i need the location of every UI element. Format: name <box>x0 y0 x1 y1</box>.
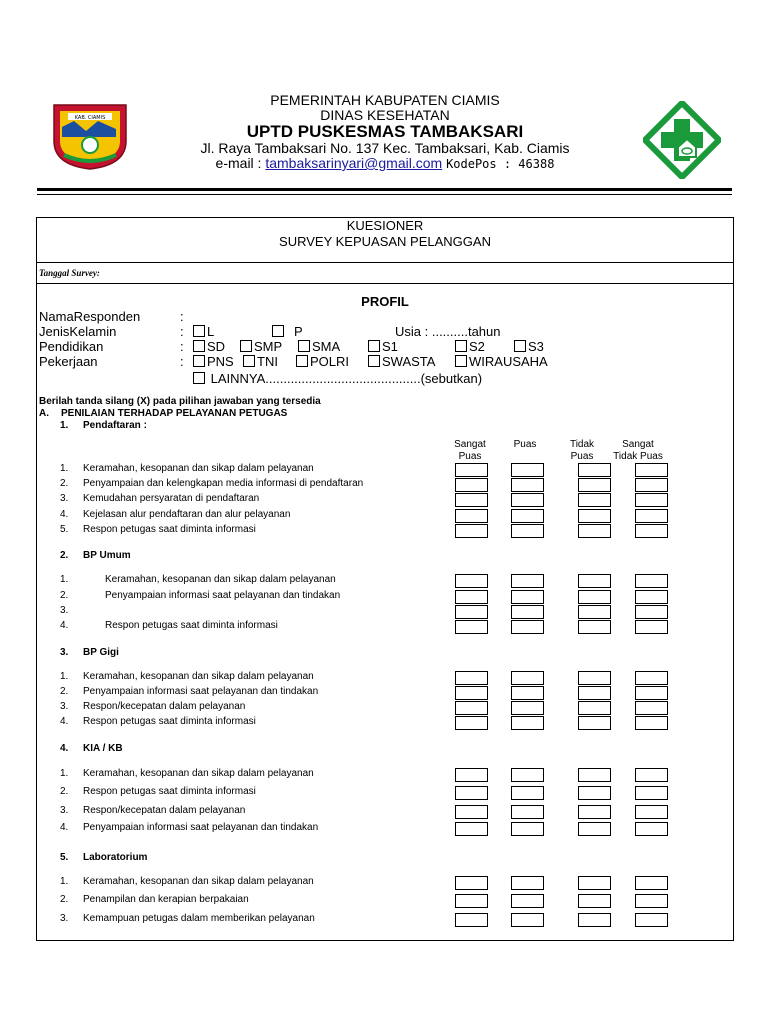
section-a-letter: A. <box>39 408 49 419</box>
answer-box-tidak-puas[interactable] <box>578 493 611 507</box>
answer-box-puas[interactable] <box>511 590 544 604</box>
answer-box-puas[interactable] <box>511 716 544 730</box>
department-name: DINAS KESEHATAN <box>320 107 450 123</box>
item-text: Penyampaian dan kelengkapan media informasi di pendaftaran <box>83 478 364 489</box>
answer-box-puas[interactable] <box>511 605 544 619</box>
item-text: Keramahan, kesopanan dan sikap dalam pelayanan <box>105 574 336 585</box>
instruction-text: Berilah tanda silang (X) pada pilihan jawaban yang tersedia <box>39 396 321 407</box>
answer-box-sangat-puas[interactable] <box>455 605 488 619</box>
contact-line <box>150 155 620 171</box>
item-text: Penyampaian informasi saat pelayanan dan tindakan <box>83 686 319 697</box>
answer-box-sangat-tidak-puas[interactable] <box>635 686 668 700</box>
edu-option-s3[interactable]: S3 <box>514 339 544 354</box>
item-number: 3. <box>60 805 69 816</box>
answer-box-tidak-puas[interactable] <box>578 876 611 890</box>
edu-option-sma[interactable]: SMA <box>298 339 340 354</box>
checkbox[interactable] <box>193 325 205 337</box>
answer-box-sangat-tidak-puas[interactable] <box>635 671 668 685</box>
job-option-polri[interactable]: POLRI <box>296 354 349 369</box>
group-title-bp-umum: BP Umum <box>83 550 131 561</box>
item-number: 2. <box>60 786 69 797</box>
answer-box-sangat-puas[interactable] <box>455 913 488 927</box>
profile-heading: PROFIL <box>361 294 409 309</box>
answer-box-sangat-tidak-puas[interactable] <box>635 768 668 782</box>
item-number: 4. <box>60 716 69 727</box>
edu-option-s2[interactable]: S2 <box>455 339 485 354</box>
section-a-title: PENILAIAN TERHADAP PELAYANAN PETUGAS <box>61 408 288 419</box>
answer-box-tidak-puas[interactable] <box>578 478 611 492</box>
answer-box-sangat-puas[interactable] <box>455 524 488 538</box>
answer-box-tidak-puas[interactable] <box>578 463 611 477</box>
item-number: 3. <box>60 913 69 924</box>
item-text: Respon/kecepatan dalam pelayanan <box>83 805 246 816</box>
answer-box-puas[interactable] <box>511 493 544 507</box>
gender-label: JenisKelamin <box>39 324 117 339</box>
answer-box-sangat-puas[interactable] <box>455 671 488 685</box>
item-text: Penampilan dan kerapian berpakaian <box>83 894 249 905</box>
email-label: e-mail : <box>215 155 266 171</box>
item-text: Respon petugas saat diminta informasi <box>83 786 256 797</box>
item-text: Respon petugas saat diminta informasi <box>83 716 256 727</box>
answer-box-tidak-puas[interactable] <box>578 894 611 908</box>
answer-box-tidak-puas[interactable] <box>578 574 611 588</box>
job-option-lainnya[interactable]: LAINNYA...........................................(sebutkan) <box>193 371 482 386</box>
answer-box-puas[interactable] <box>511 463 544 477</box>
answer-box-tidak-puas[interactable] <box>578 822 611 836</box>
answer-box-puas[interactable] <box>511 876 544 890</box>
item-number: 1. <box>60 768 69 779</box>
group-number: 5. <box>60 852 69 863</box>
answer-box-sangat-puas[interactable] <box>455 509 488 523</box>
answer-box-sangat-tidak-puas[interactable] <box>635 524 668 538</box>
answer-box-sangat-puas[interactable] <box>455 574 488 588</box>
item-number: 5. <box>60 524 69 535</box>
column-sangat-puas: Sangat Puas <box>454 439 486 462</box>
answer-box-sangat-puas[interactable] <box>455 493 488 507</box>
job-option-tni[interactable]: TNI <box>243 354 278 369</box>
job-option-swasta[interactable]: SWASTA <box>368 354 435 369</box>
item-text: Respon/kecepatan dalam pelayanan <box>83 701 246 712</box>
answer-box-sangat-puas[interactable] <box>455 805 488 819</box>
answer-box-sangat-puas[interactable] <box>455 701 488 715</box>
answer-box-tidak-puas[interactable] <box>578 605 611 619</box>
item-number: 2. <box>60 894 69 905</box>
answer-box-sangat-tidak-puas[interactable] <box>635 574 668 588</box>
answer-box-tidak-puas[interactable] <box>578 913 611 927</box>
answer-box-sangat-puas[interactable] <box>455 463 488 477</box>
answer-box-sangat-puas[interactable] <box>455 822 488 836</box>
answer-box-sangat-tidak-puas[interactable] <box>635 894 668 908</box>
answer-box-tidak-puas[interactable] <box>578 768 611 782</box>
answer-box-tidak-puas[interactable] <box>578 805 611 819</box>
group-number: 2. <box>60 550 69 561</box>
edu-option-sd[interactable]: SD <box>193 339 225 354</box>
item-text: Keramahan, kesopanan dan sikap dalam pelayanan <box>83 671 314 682</box>
answer-box-sangat-tidak-puas[interactable] <box>635 822 668 836</box>
answer-box-puas[interactable] <box>511 509 544 523</box>
group-number: 1. <box>60 420 69 431</box>
answer-box-sangat-puas[interactable] <box>455 876 488 890</box>
answer-box-puas[interactable] <box>511 671 544 685</box>
answer-box-sangat-puas[interactable] <box>455 786 488 800</box>
answer-box-sangat-tidak-puas[interactable] <box>635 463 668 477</box>
item-number: 1. <box>60 671 69 682</box>
answer-box-sangat-tidak-puas[interactable] <box>635 716 668 730</box>
column-sangat-tidak-puas: Sangat Tidak Puas <box>613 439 663 462</box>
age-field[interactable]: Usia : ..........tahun <box>395 324 501 339</box>
edu-option-smp[interactable]: SMP <box>240 339 282 354</box>
respondent-name-label: NamaResponden <box>39 309 141 324</box>
answer-box-sangat-tidak-puas[interactable] <box>635 701 668 715</box>
item-number: 2. <box>60 686 69 697</box>
item-number: 1. <box>60 463 69 474</box>
colon: : <box>180 354 184 369</box>
job-option-wirausaha[interactable]: WIRAUSAHA <box>455 354 548 369</box>
item-number: 1. <box>60 574 69 585</box>
answer-box-puas[interactable] <box>511 701 544 715</box>
answer-box-sangat-tidak-puas[interactable] <box>635 786 668 800</box>
column-puas: Puas <box>513 439 537 450</box>
group-title-kia-kb: KIA / KB <box>83 743 123 754</box>
answer-box-sangat-puas[interactable] <box>455 478 488 492</box>
job-option-pns[interactable]: PNS <box>193 354 234 369</box>
gender-option-p[interactable]: P <box>272 324 303 339</box>
answer-box-sangat-tidak-puas[interactable] <box>635 913 668 927</box>
checkbox[interactable] <box>243 355 255 367</box>
answer-box-puas[interactable] <box>511 913 544 927</box>
header-rule-thick <box>37 188 732 191</box>
occupation-label: Pekerjaan <box>39 354 98 369</box>
answer-box-tidak-puas[interactable] <box>578 671 611 685</box>
answer-box-sangat-puas[interactable] <box>455 590 488 604</box>
answer-box-puas[interactable] <box>511 822 544 836</box>
checkbox[interactable] <box>298 340 310 352</box>
header-rule-thin <box>37 194 732 195</box>
item-number: 3. <box>60 605 69 616</box>
postcode: KodePos : 46388 <box>446 157 555 171</box>
svg-text:KAB. CIAMIS: KAB. CIAMIS <box>74 115 106 121</box>
answer-box-puas[interactable] <box>511 805 544 819</box>
answer-box-sangat-tidak-puas[interactable] <box>635 605 668 619</box>
answer-box-tidak-puas[interactable] <box>578 590 611 604</box>
checkbox[interactable] <box>368 355 380 367</box>
form-title: KUESIONER <box>346 218 424 233</box>
item-number: 4. <box>60 620 69 631</box>
checkbox[interactable] <box>193 340 205 352</box>
item-text: Respon petugas saat diminta informasi <box>105 620 278 631</box>
item-text: Keramahan, kesopanan dan sikap dalam pelayanan <box>83 768 314 779</box>
answer-box-sangat-tidak-puas[interactable] <box>635 509 668 523</box>
colon: : <box>180 339 184 354</box>
frame-divider <box>36 283 734 284</box>
answer-box-sangat-tidak-puas[interactable] <box>635 493 668 507</box>
answer-box-tidak-puas[interactable] <box>578 509 611 523</box>
group-title-laboratorium: Laboratorium <box>83 852 148 863</box>
checkbox[interactable] <box>272 325 284 337</box>
item-text: Kemudahan persyaratan di pendaftaran <box>83 493 260 504</box>
answer-box-puas[interactable] <box>511 686 544 700</box>
checkbox[interactable] <box>193 372 205 384</box>
colon: : <box>180 309 184 324</box>
answer-box-puas[interactable] <box>511 524 544 538</box>
answer-box-tidak-puas[interactable] <box>578 716 611 730</box>
answer-box-puas[interactable] <box>511 620 544 634</box>
item-number: 3. <box>60 701 69 712</box>
answer-box-sangat-tidak-puas[interactable] <box>635 590 668 604</box>
edu-option-s1[interactable]: S1 <box>368 339 398 354</box>
puskesmas-logo <box>643 101 721 179</box>
survey-date-label: Tanggal Survey: <box>39 268 100 278</box>
item-text: Penyampaian informasi saat pelayanan dan tindakan <box>83 822 319 833</box>
checkbox[interactable] <box>368 340 380 352</box>
checkbox[interactable] <box>240 340 252 352</box>
item-number: 3. <box>60 493 69 504</box>
item-text: Respon petugas saat diminta informasi <box>83 524 256 535</box>
frame-divider <box>36 262 734 263</box>
item-text: Kemampuan petugas dalam memberikan pelayanan <box>83 913 315 924</box>
column-tidak-puas: Tidak Puas <box>569 439 595 462</box>
item-text: Keramahan, kesopanan dan sikap dalam pelayanan <box>83 876 314 887</box>
item-number: 1. <box>60 876 69 887</box>
item-number: 4. <box>60 509 69 520</box>
answer-box-sangat-puas[interactable] <box>455 894 488 908</box>
answer-box-sangat-tidak-puas[interactable] <box>635 620 668 634</box>
answer-box-tidak-puas[interactable] <box>578 786 611 800</box>
item-text: Keramahan, kesopanan dan sikap dalam pelayanan <box>83 463 314 474</box>
answer-box-sangat-puas[interactable] <box>455 716 488 730</box>
answer-box-sangat-tidak-puas[interactable] <box>635 478 668 492</box>
group-title-pendaftaran: Pendaftaran : <box>83 420 147 431</box>
education-label: Pendidikan <box>39 339 104 354</box>
checkbox[interactable] <box>455 340 467 352</box>
answer-box-puas[interactable] <box>511 786 544 800</box>
checkbox[interactable] <box>193 355 205 367</box>
answer-box-tidak-puas[interactable] <box>578 524 611 538</box>
government-name: PEMERINTAH KABUPATEN CIAMIS <box>270 92 500 108</box>
answer-box-tidak-puas[interactable] <box>578 620 611 634</box>
gender-option-l[interactable]: L <box>193 324 214 339</box>
answer-box-sangat-tidak-puas[interactable] <box>635 805 668 819</box>
item-number: 2. <box>60 590 69 601</box>
answer-box-sangat-puas[interactable] <box>455 620 488 634</box>
checkbox[interactable] <box>514 340 526 352</box>
item-number: 4. <box>60 822 69 833</box>
item-number: 2. <box>60 478 69 489</box>
answer-box-puas[interactable] <box>511 894 544 908</box>
email-link[interactable]: tambaksarinyari@gmail.com <box>265 155 443 171</box>
checkbox[interactable] <box>455 355 467 367</box>
group-number: 4. <box>60 743 69 754</box>
address: Jl. Raya Tambaksari No. 137 Kec. Tambaksari, Kab. Ciamis <box>200 140 570 156</box>
organization-name: UPTD PUSKESMAS TAMBAKSARI <box>246 122 524 141</box>
answer-box-tidak-puas[interactable] <box>578 701 611 715</box>
item-text: Kejelasan alur pendaftaran dan alur pelayanan <box>83 509 291 520</box>
item-text: Penyampaian informasi saat pelayanan dan tindakan <box>105 590 341 601</box>
answer-box-puas[interactable] <box>511 574 544 588</box>
kabupaten-ciamis-logo <box>50 101 130 171</box>
colon: : <box>180 324 184 339</box>
answer-box-sangat-tidak-puas[interactable] <box>635 876 668 890</box>
answer-box-sangat-puas[interactable] <box>455 768 488 782</box>
form-subtitle: SURVEY KEPUASAN PELANGGAN <box>279 234 491 249</box>
group-title-bp-gigi: BP Gigi <box>83 647 119 658</box>
group-number: 3. <box>60 647 69 658</box>
answer-box-puas[interactable] <box>511 478 544 492</box>
checkbox[interactable] <box>296 355 308 367</box>
answer-box-tidak-puas[interactable] <box>578 686 611 700</box>
answer-box-puas[interactable] <box>511 768 544 782</box>
answer-box-sangat-puas[interactable] <box>455 686 488 700</box>
